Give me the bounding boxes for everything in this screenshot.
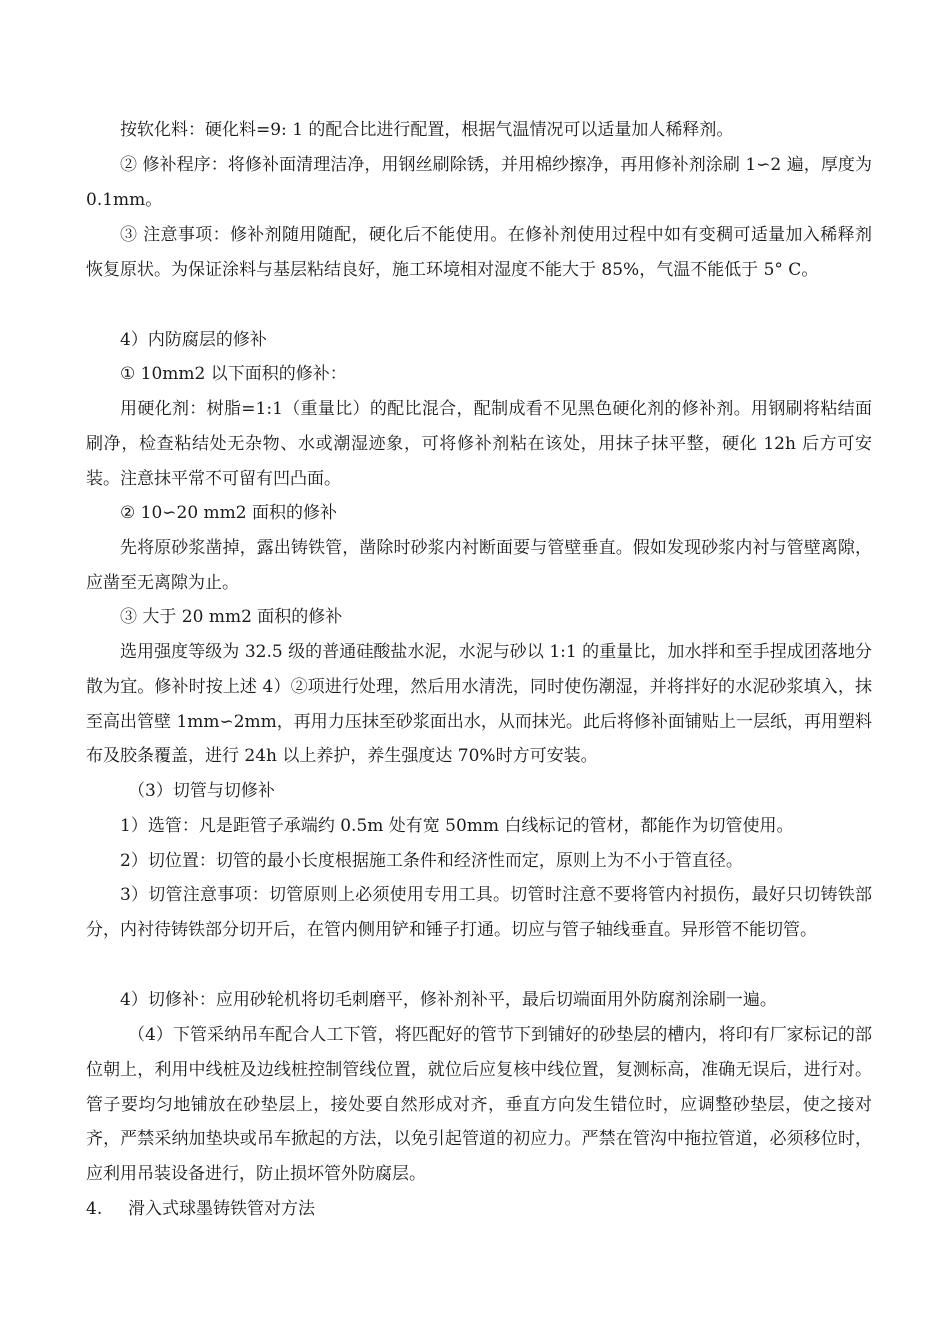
heading-under-10mm2: ① 10mm2 以下面积的修补： — [120, 364, 347, 384]
paragraph-cut-repair: 4）切修补：应用砂轮机将切毛刺磨平，修补剂补平，最后切端面用外防腐剂涂刷一遍。 — [120, 990, 777, 1010]
paragraph-mixing-ratio: 按软化料：硬化料=9: 1 的配合比进行配置，根据气温情况可以适量加人稀释剂。 — [120, 120, 734, 140]
paragraph-precautions: ③ 注意事项：修补剂随用随配，硬化后不能使用。在修补剂使用过程中如有变稠可适量加入稀释剂恢复原状。为保证涂料与基层粘结良好，施工环境相对湿度不能大于 85%，气温不能低于 5° C。 — [86, 225, 872, 280]
paragraph-cutting-notes: 3）切管注意事项：切管原则上必须使用专用工具。切管时注意不要将管内衬损伤，最好只切铸铁部分，内衬待铸铁部分切开后，在管内侧用铲和锤子打通。切应与管子轴线垂直。异形管不能切管。 — [86, 885, 872, 940]
section-title: 滑入式球墨铸铁管对方法 — [128, 1199, 315, 1219]
section-number: 4. — [86, 1199, 103, 1219]
section-heading — [86, 1192, 872, 1227]
paragraph-hardener-mix: 用硬化剂：树脂=1:1（重量比）的配比混合，配制成看不见黑色硬化剂的修补剂。用钢刷将粘结面刷净，检查粘结处无杂物、水或潮湿迹象，可将修补剂粘在该处，用抹子抹平整，硬化 12h 后方可安装。注意抹平常不可留有凹凸面。 — [86, 399, 872, 489]
paragraph-cement-repair: 选用强度等级为 32.5 级的普通硅酸盐水泥，水泥与砂以 1:1 的重量比，加水拌和至手捏成团落地分散为宜。修补时按上述 4）②项进行处理，然后用水清洗，同时使伤潮湿，并将拌好的水泥砂浆填入，抹至高出管壁 1mm∽2mm，再用力压抹至砂浆面出水，从而抹光。此后将修补面铺贴上一层纸，再用塑料布及胶条覆盖，进行 24h 以上养护，养生强度达 70%时方可安装。 — [86, 642, 872, 767]
paragraph-pipe-lowering: （4）下管采纳吊车配合人工下管，将匹配好的管节下到铺好的砂垫层的槽内，将印有厂家标记的部位朝上，利用中线桩及边线桩控制管线位置，就位后应复核中线位置，复测标高，准确无误后，进行对。管子要均匀地铺放在砂垫层上，接处要自然形成对齐，垂直方向发生错位时，应调整砂垫层，使之接对齐，严禁采纳加垫块或吊车掀起的方法，以免引起管道的初应力。严禁在管沟中拖拉管道，必须移位时，应利用吊装设备进行，防止损坏管外防腐层。 — [86, 1025, 872, 1185]
paragraph-cut-position: 2）切位置：切管的最小长度根据施工条件和经济性而定，原则上为不小于管直径。 — [120, 851, 743, 871]
heading-inner-coating-repair: 4）内防腐层的修补 — [120, 330, 267, 350]
heading-pipe-cutting: （3）切管与切修补 — [128, 781, 275, 801]
paragraph-repair-procedure: ② 修补程序：将修补面清理洁净，用钢丝刷除锈，并用棉纱擦净，再用修补剂涂刷 1∽2 遍，厚度为 0.1mm。 — [86, 155, 872, 210]
paragraph-remove-mortar: 先将原砂浆凿掉，露出铸铁管，凿除时砂浆内衬断面要与管壁垂直。假如发现砂浆内衬与管壁离隙，应凿至无离隙为止。 — [86, 538, 872, 593]
paragraph-pipe-selection: 1）选管：凡是距管子承端约 0.5m 处有宽 50mm 白线标记的管材，都能作为切管使用。 — [120, 816, 794, 836]
heading-10-20mm2: ② 10∽20 mm2 面积的修补 — [120, 503, 338, 523]
heading-over-20mm2: ③ 大于 20 mm2 面积的修补 — [120, 607, 343, 627]
